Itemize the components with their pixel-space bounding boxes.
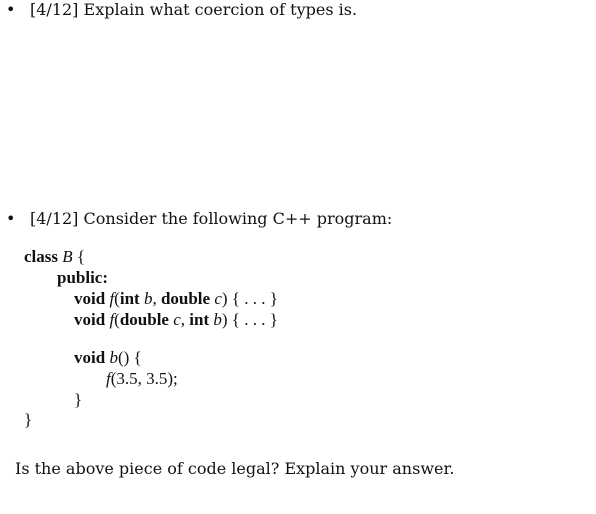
legality-question: Is the above piece of code legal? Explain your answer. bbox=[15, 459, 455, 478]
method-f-int-double: void f(int b, double c) { . . . } bbox=[74, 289, 278, 308]
question-2-marker: [4/12] bbox=[30, 209, 79, 228]
class-declaration bbox=[24, 247, 85, 267]
question-2-text: Consider the following C++ program: bbox=[83, 209, 393, 228]
method-b-close-brace: } bbox=[74, 390, 83, 409]
public-label: public: bbox=[57, 268, 109, 287]
question-1-text: Explain what coercion of types is. bbox=[83, 0, 358, 19]
method-f-double-int: void f(double c, int b) { . . . } bbox=[74, 310, 278, 329]
class-name: B bbox=[62, 247, 73, 266]
question-2 bbox=[30, 209, 392, 229]
class-open-brace: { bbox=[76, 247, 86, 266]
question-1-marker: [4/12] bbox=[30, 0, 79, 19]
method-b: void b() { bbox=[74, 348, 142, 367]
bullet-2: • bbox=[6, 209, 16, 228]
bullet-1: • bbox=[6, 0, 16, 19]
class-close-brace: } bbox=[24, 410, 33, 429]
class-keyword: class bbox=[24, 247, 58, 266]
call-f: f(3.5, 3.5); bbox=[106, 369, 178, 388]
question-1 bbox=[30, 0, 357, 20]
